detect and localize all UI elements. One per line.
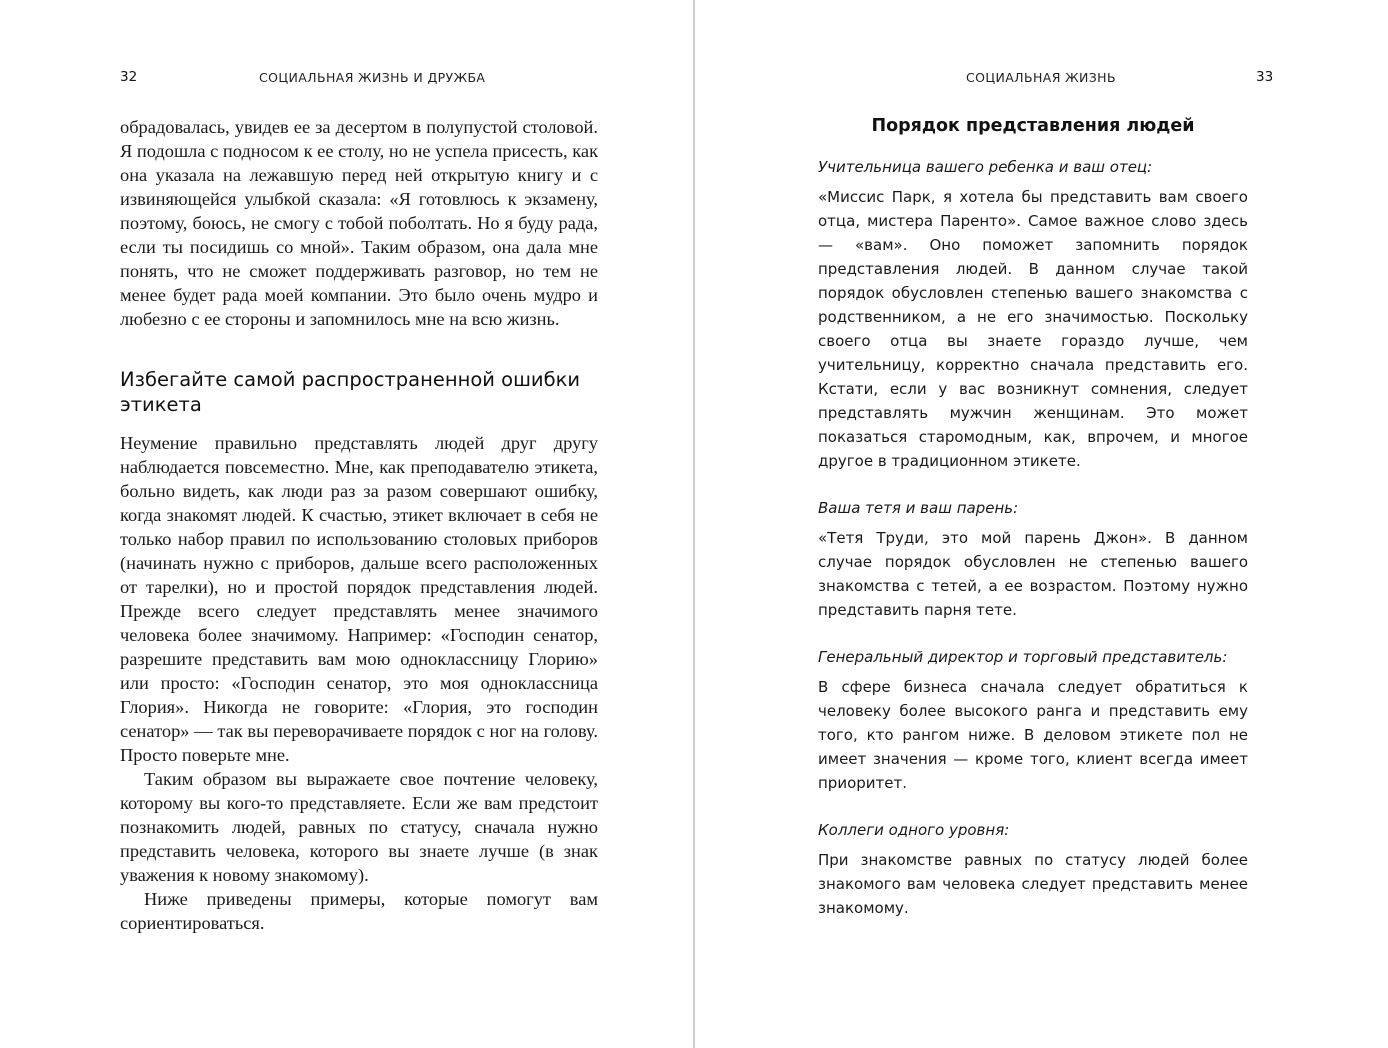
- left-page-number: 32: [120, 69, 138, 85]
- case-text: «Миссис Парк, я хотела бы представить вам своего отца, мистера Паренто». Самое важное слово здесь — «вам». Оно поможет запомнить порядок представления людей. В данном случае такой порядок обусловлен степенью вашего знакомства с родственником, а не его значимостью. Поскольку своего отца вы знаете гораздо лучше, чем учительницу, корректно сначала представить его. Кстати, если у вас возникнут сомнения, следует представлять мужчин женщинам. Это может показаться старомодным, как, впрочем, и многое другое в традиционном этикете.: [818, 188, 1248, 470]
- case-text: В сфере бизнеса сначала следует обратиться к человеку более высокого ранга и представить ему того, кто рангом ниже. В деловом этикете пол не имеет значения — кроме того, клиент всегда имеет приоритет.: [818, 678, 1248, 792]
- right-page-body: [818, 113, 1248, 943]
- case-block: [818, 818, 1248, 920]
- left-page: [0, 0, 693, 1048]
- case-block: [818, 155, 1248, 473]
- case-label: Коллеги одного уровня:: [818, 821, 1010, 839]
- right-page: [695, 0, 1388, 1048]
- case-label: Ваша тетя и ваш парень:: [818, 499, 1019, 517]
- body-paragraph: Неумение правильно представлять людей друг другу наблюдается повсеместно. Мне, как преподавателю этикета, больно видеть, как люди раз за разом совершают ошибку, когда знакомят людей. К счастью, этикет включает в себя не только набор правил по использованию столовых приборов (начинать нужно с приборов, дальше всего расположенных от тарелки), но и простой порядок представления людей. Прежде всего следует представлять менее значимого человека более значимому. Например: «Господин сенатор, разрешите представить вам мою одноклассницу Глорию» или просто: «Господин сенатор, это моя одноклассница Глория». Никогда не говорите: «Глория, это господин сенатор» — так вы переворачиваете порядок с ног на голову. Просто поверьте мне.: [120, 433, 598, 765]
- case-block: [818, 645, 1248, 795]
- case-text: «Тетя Труди, это мой парень Джон». В данном случае порядок обусловлен не степенью вашего знакомства с тетей, а ее возрастом. Поэтому нужно представить парня тете.: [818, 529, 1248, 619]
- case-label: Генеральный директор и торговый представитель:: [818, 648, 1228, 666]
- right-page-number: 33: [1256, 69, 1274, 85]
- case-block: [818, 496, 1248, 622]
- body-paragraph: Ниже приведены примеры, которые помогут вам сориентироваться.: [120, 889, 598, 933]
- right-running-head: СОЦИАЛЬНАЯ ЖИЗНЬ: [966, 70, 1116, 85]
- left-page-body: [120, 115, 598, 935]
- left-running-head: СОЦИАЛЬНАЯ ЖИЗНЬ И ДРУЖБА: [259, 70, 486, 85]
- section-heading: Избегайте самой распространенной ошибки этикета: [120, 368, 581, 416]
- case-label: Учительница вашего ребенка и ваш отец:: [818, 158, 1153, 176]
- intro-paragraph: обрадовалась, увидев ее за десертом в полупустой столовой. Я подошла с подносом к ее столу, но не успела присесть, как она указала на лежавшую перед ней открытую книгу и с извиняющейся улыбкой сказала: «Я готовлюсь к экзамену, поэтому, боюсь, не смогу с тобой поболтать. Но я буду рада, если ты посидишь со мной». Таким образом, она дала мне понять, что не сможет поддерживать разговор, но тем не менее будет рада моей компании. Это было очень мудро и любезно с ее стороны и запомнилось мне на всю жизнь.: [120, 117, 598, 329]
- body-paragraph: Таким образом вы выражаете свое почтение человеку, которому вы кого-то представляете. Если же вам предстоит познакомить людей, равных по статусу, сначала нужно представить человека, которого вы знаете лучше (в знак уважения к новому знакомому).: [120, 769, 598, 885]
- page-title: Порядок представления людей: [871, 116, 1195, 136]
- case-text: При знакомстве равных по статусу людей более знакомого вам человека следует представить менее знакомому.: [818, 851, 1248, 917]
